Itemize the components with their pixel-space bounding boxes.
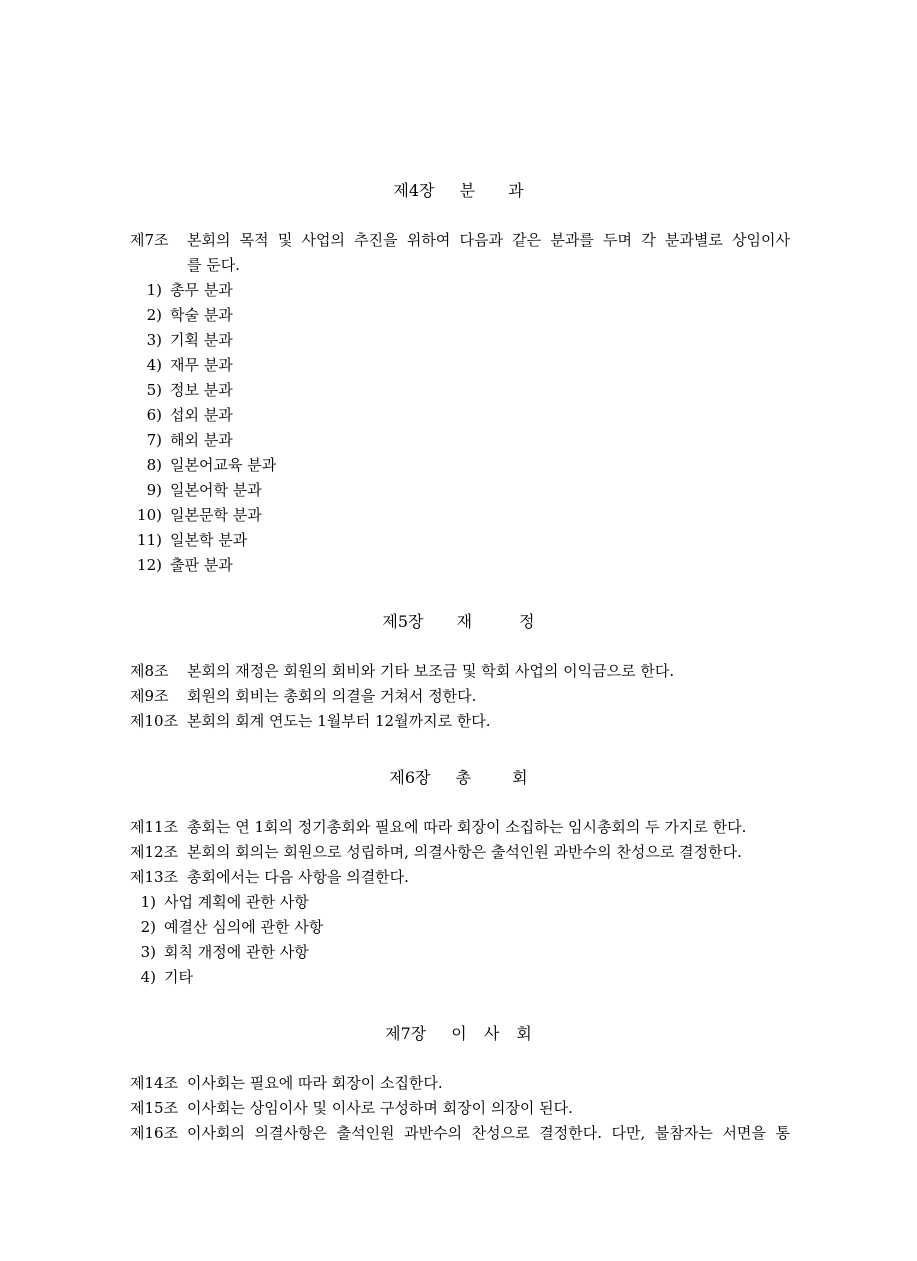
chapter5-label: 제5장 bbox=[382, 612, 424, 631]
chapter7-label: 제7장 bbox=[385, 1024, 427, 1043]
list-item bbox=[130, 355, 233, 375]
article8 bbox=[0, 661, 917, 681]
chapter4-title-part: 분 bbox=[459, 181, 476, 200]
article-number: 제11조 bbox=[130, 818, 179, 836]
article-number: 제14조 bbox=[130, 1074, 179, 1092]
list-item bbox=[130, 505, 262, 525]
article10 bbox=[0, 711, 917, 731]
item-number: 4) bbox=[146, 356, 162, 374]
list-item bbox=[130, 430, 233, 450]
item-text: 기획 분과 bbox=[170, 331, 233, 349]
article-number: 제9조 bbox=[130, 687, 169, 705]
item-number: 11) bbox=[137, 531, 162, 549]
list-item bbox=[130, 967, 193, 987]
article-number: 제13조 bbox=[130, 868, 179, 886]
article9 bbox=[0, 686, 917, 706]
article-number: 제15조 bbox=[130, 1099, 179, 1117]
item-text: 회칙 개정에 관한 사항 bbox=[164, 943, 309, 961]
chapter4-label: 제4장 bbox=[393, 181, 435, 200]
chapter5-heading bbox=[0, 612, 917, 632]
chapter6-title-part: 회 bbox=[512, 768, 528, 787]
chapter7-title-part: 이 bbox=[451, 1024, 467, 1043]
article-text: 본회의 재정은 회원의 회비와 기타 보조금 및 학회 사업의 이익금으로 한다. bbox=[187, 662, 675, 680]
item-number: 1) bbox=[140, 893, 156, 911]
article7 bbox=[0, 230, 917, 250]
chapter6-title-part: 총 bbox=[455, 768, 472, 787]
article-number: 제10조 bbox=[130, 712, 179, 730]
chapter4-heading bbox=[0, 181, 917, 201]
item-number: 4) bbox=[140, 968, 156, 986]
list-item bbox=[130, 942, 309, 962]
article-text: 총회에서는 다음 사항을 의결한다. bbox=[187, 868, 409, 886]
item-text: 정보 분과 bbox=[170, 381, 233, 399]
item-text: 일본문학 분과 bbox=[170, 506, 262, 524]
item-text: 기타 bbox=[164, 968, 193, 986]
item-number: 3) bbox=[146, 331, 162, 349]
article-number: 제16조 bbox=[130, 1124, 179, 1142]
chapter7-title-part: 회 bbox=[516, 1024, 532, 1043]
item-number: 6) bbox=[146, 406, 162, 424]
item-number: 10) bbox=[137, 506, 162, 524]
item-number: 9) bbox=[146, 481, 162, 499]
article-number: 제12조 bbox=[130, 843, 179, 861]
article13 bbox=[0, 867, 917, 887]
list-item bbox=[130, 380, 233, 400]
chapter6-label: 제6장 bbox=[389, 768, 431, 787]
list-item bbox=[130, 892, 309, 912]
article16 bbox=[0, 1123, 917, 1143]
article-text: 총회는 연 1회의 정기총회와 필요에 따라 회장이 소집하는 임시총회의 두 가지로 한다. bbox=[187, 818, 747, 836]
item-number: 2) bbox=[146, 306, 162, 324]
chapter4-title-part: 과 bbox=[508, 181, 524, 200]
list-item bbox=[130, 280, 233, 300]
item-number: 5) bbox=[146, 381, 162, 399]
item-text: 일본어교육 분과 bbox=[170, 456, 277, 474]
article-text: 이사회는 필요에 따라 회장이 소집한다. bbox=[187, 1074, 443, 1092]
item-text: 예결산 심의에 관한 사항 bbox=[164, 918, 324, 936]
item-number: 12) bbox=[137, 556, 162, 574]
article-text: 본회의 회계 연도는 1월부터 12월까지로 한다. bbox=[187, 712, 491, 730]
article15 bbox=[0, 1098, 917, 1118]
item-text: 해외 분과 bbox=[170, 431, 233, 449]
item-text: 재무 분과 bbox=[170, 356, 233, 374]
chapter5-title-part: 재 bbox=[456, 612, 473, 631]
list-item bbox=[130, 555, 233, 575]
article-text: 회원의 회비는 총회의 의결을 거쳐서 정한다. bbox=[187, 687, 477, 705]
list-item bbox=[130, 530, 247, 550]
article-number: 제8조 bbox=[130, 662, 169, 680]
item-number: 1) bbox=[146, 281, 162, 299]
item-text: 사업 계획에 관한 사항 bbox=[164, 893, 309, 911]
article-text: 이사회는 상임이사 및 이사로 구성하며 회장이 의장이 된다. bbox=[187, 1099, 573, 1117]
article-text: 본회의 목적 및 사업의 추진을 위하여 다음과 같은 분과를 두며 각 분과별로 상임이사 bbox=[187, 231, 790, 249]
item-text: 출판 분과 bbox=[170, 556, 233, 574]
chapter7-title-part: 사 bbox=[483, 1024, 500, 1043]
article-text: 이사회의 의결사항은 출석인원 과반수의 찬성으로 결정한다. 다만, 불참자는 서면을 통 bbox=[187, 1124, 790, 1142]
item-text: 일본어학 분과 bbox=[170, 481, 262, 499]
list-item bbox=[130, 480, 262, 500]
item-number: 8) bbox=[146, 456, 162, 474]
chapter5-title-part: 정 bbox=[519, 612, 535, 631]
article12 bbox=[0, 842, 917, 862]
item-number: 7) bbox=[146, 431, 162, 449]
article-text: 본회의 회의는 회원으로 성립하며, 의결사항은 출석인원 과반수의 찬성으로 결정한다. bbox=[187, 843, 742, 861]
list-item bbox=[130, 917, 323, 937]
chapter7-heading bbox=[0, 1024, 917, 1044]
article-number: 제7조 bbox=[130, 231, 169, 249]
item-number: 2) bbox=[140, 918, 156, 936]
list-item bbox=[130, 330, 233, 350]
article7-continuation: 를 둔다. bbox=[187, 256, 241, 274]
item-text: 총무 분과 bbox=[170, 281, 233, 299]
article14 bbox=[0, 1073, 917, 1093]
list-item bbox=[130, 305, 233, 325]
list-item bbox=[130, 455, 276, 475]
item-text: 일본학 분과 bbox=[170, 531, 248, 549]
article11 bbox=[0, 817, 917, 837]
item-number: 3) bbox=[140, 943, 156, 961]
item-text: 섭외 분과 bbox=[170, 406, 233, 424]
chapter6-heading bbox=[0, 768, 917, 788]
item-text: 학술 분과 bbox=[170, 306, 233, 324]
list-item bbox=[130, 405, 233, 425]
